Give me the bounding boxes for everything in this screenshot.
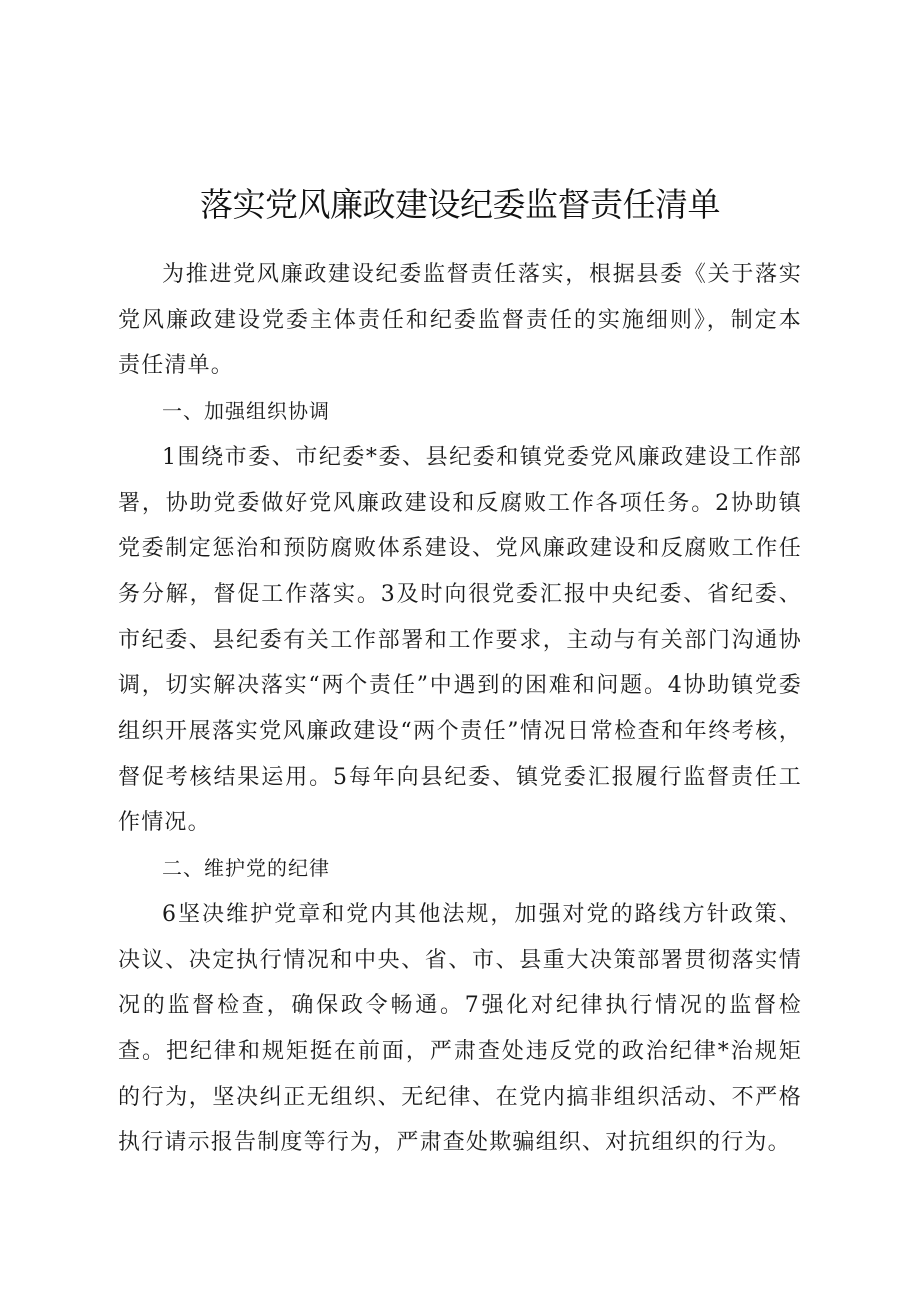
section-body-2: 6坚决维护党章和党内其他法规，加强对党的路线方针政策、决议、决定执行情况和中央、省、市、县重大决策部署贯彻落实情况的监督检查，确保政令畅通。7强化对纪律执行情况的监督检查。把纪律和规矩挺在前面，严肃查处违反党的政治纪律*治规矩的行为，坚决纠正无组织、无纪律、在党内搞非组织活动、不严格执行请示报告制度等行为，严肃查处欺骗组织、对抗组织的行为。 — [118, 901, 802, 1156]
section-heading-1: 一、加强组织协调 — [162, 399, 330, 424]
section-body-1: 1围绕市委、市纪委*委、县纪委和镇党委党风廉政建设工作部署，协助党委做好党风廉政建设和反腐败工作各项任务。2协助镇党委制定惩治和预防腐败体系建设、党风廉政建设和反腐败工作任务分解，督促工作落实。3及时向很党委汇报中央纪委、省纪委、市纪委、县纪委有关工作部署和工作要求，主动与有关部门沟通协调，切实解决落实“两个责任”中遇到的困难和问题。4协助镇党委组织开展落实党风廉政建设“两个责任”情况日常检查和年终考核，督促考核结果运用。5每年向县纪委、镇党委汇报履行监督责任工作情况。 — [118, 444, 802, 836]
intro-paragraph: 为推进党风廉政建设纪委监督责任落实，根据县委《关于落实党风廉政建设党委主体责任和纪委监督责任的实施细则》，制定本责任清单。 — [118, 262, 802, 379]
section-heading-2: 二、维护党的纪律 — [162, 856, 330, 881]
document-title: 落实党风廉政建设纪委监督责任清单 — [200, 185, 720, 224]
document-body — [118, 252, 802, 1166]
